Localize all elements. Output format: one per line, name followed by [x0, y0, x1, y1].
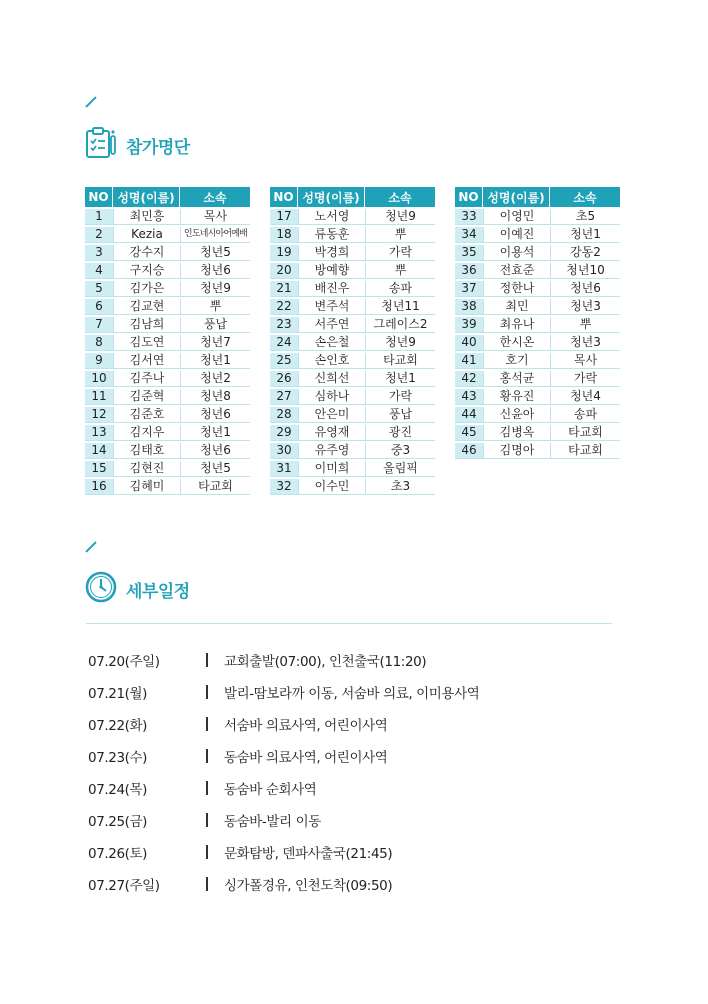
- schedule-item: [88, 746, 608, 766]
- no-cell: 33: [455, 209, 483, 225]
- group-cell: 청년1: [365, 371, 435, 387]
- no-cell: 31: [270, 461, 298, 477]
- separator-bar: [206, 717, 208, 731]
- separator-bar: [206, 877, 208, 891]
- table-row: [270, 281, 435, 297]
- no-cell: 14: [85, 443, 113, 459]
- table-row: [455, 407, 620, 423]
- no-cell: 18: [270, 227, 298, 243]
- table-row: [270, 371, 435, 387]
- group-cell: 청년11: [365, 299, 435, 315]
- group-cell: 청년6: [180, 443, 250, 459]
- name-cell: 정한나: [483, 281, 550, 297]
- table-row: [85, 479, 250, 495]
- no-cell: 28: [270, 407, 298, 423]
- no-cell: 25: [270, 353, 298, 369]
- no-cell: 10: [85, 371, 113, 387]
- schedule-divider: [86, 623, 612, 624]
- table-row: [85, 425, 250, 441]
- name-cell: 김서연: [113, 353, 180, 369]
- table-row: [455, 245, 620, 261]
- no-cell: 26: [270, 371, 298, 387]
- table-row: [455, 263, 620, 279]
- no-cell: 38: [455, 299, 483, 315]
- column-header-no: NO: [455, 187, 483, 207]
- no-cell: 13: [85, 425, 113, 441]
- table-row: [85, 389, 250, 405]
- schedule-description: 동숨바 의료사역, 어린이사역: [224, 750, 388, 766]
- name-cell: 한시온: [483, 335, 550, 351]
- table-row: [85, 407, 250, 423]
- group-cell: 강동2: [550, 245, 620, 261]
- group-cell: 청년1: [180, 353, 250, 369]
- name-cell: 이예진: [483, 227, 550, 243]
- table-row: [270, 245, 435, 261]
- table-row: [85, 299, 250, 315]
- group-cell: 타교회: [180, 479, 250, 495]
- group-cell: 뿌: [550, 317, 620, 333]
- no-cell: 4: [85, 263, 113, 279]
- table-row: [85, 461, 250, 477]
- schedule-item: [88, 842, 608, 862]
- no-cell: 12: [85, 407, 113, 423]
- name-cell: 김남희: [113, 317, 180, 333]
- name-cell: 최민흥: [113, 209, 180, 225]
- no-cell: 32: [270, 479, 298, 495]
- no-cell: 44: [455, 407, 483, 423]
- no-cell: 34: [455, 227, 483, 243]
- no-cell: 41: [455, 353, 483, 369]
- name-cell: 이영민: [483, 209, 550, 225]
- table-row: [455, 335, 620, 351]
- name-cell: 안은미: [298, 407, 365, 423]
- schedule-header: [84, 570, 190, 608]
- group-cell: 풍납: [365, 407, 435, 423]
- group-cell: 청년6: [550, 281, 620, 297]
- group-cell: 타교회: [550, 425, 620, 441]
- table-row: [270, 263, 435, 279]
- name-cell: 박경희: [298, 245, 365, 261]
- name-cell: 변주석: [298, 299, 365, 315]
- group-cell: 청년9: [365, 209, 435, 225]
- name-cell: 김준혁: [113, 389, 180, 405]
- separator-bar: [206, 845, 208, 859]
- group-cell: 청년3: [550, 335, 620, 351]
- schedule-description: 서숨바 의료사역, 어린이사역: [224, 718, 388, 734]
- name-cell: 김주나: [113, 371, 180, 387]
- table-row: [270, 389, 435, 405]
- name-cell: 서주연: [298, 317, 365, 333]
- table-row: [455, 317, 620, 333]
- column-header-no: NO: [85, 187, 113, 207]
- no-cell: 6: [85, 299, 113, 315]
- schedule-item: [88, 650, 608, 670]
- group-cell: 가락: [365, 389, 435, 405]
- schedule-item: [88, 874, 608, 894]
- column-header-group: 소속: [550, 187, 620, 207]
- schedule-description: 문화탐방, 덴파사출국(21:45): [224, 846, 393, 862]
- roster-table-1: [85, 185, 250, 497]
- schedule-item: [88, 778, 608, 798]
- group-cell: 청년5: [180, 245, 250, 261]
- no-cell: 40: [455, 335, 483, 351]
- column-header-no: NO: [270, 187, 298, 207]
- no-cell: 45: [455, 425, 483, 441]
- group-cell: 가락: [365, 245, 435, 261]
- column-header-name: 성명(이름): [298, 187, 365, 207]
- table-row: [85, 317, 250, 333]
- name-cell: 김병옥: [483, 425, 550, 441]
- no-cell: 24: [270, 335, 298, 351]
- name-cell: 이수민: [298, 479, 365, 495]
- table-row: [270, 407, 435, 423]
- schedule-description: 동숨바 순회사역: [224, 782, 317, 798]
- name-cell: 김명아: [483, 443, 550, 459]
- column-header-group: 소속: [365, 187, 435, 207]
- schedule-date: 07.21(월): [88, 686, 148, 702]
- schedule-date: 07.22(화): [88, 718, 148, 734]
- name-cell: 방예향: [298, 263, 365, 279]
- table-row: [455, 425, 620, 441]
- name-cell: 김준호: [113, 407, 180, 423]
- table-row: [270, 317, 435, 333]
- no-cell: 20: [270, 263, 298, 279]
- clock-icon: [84, 570, 118, 608]
- table-row: [270, 461, 435, 477]
- group-cell: 그레이스2: [365, 317, 435, 333]
- participants-title: 참가명단: [126, 137, 190, 158]
- group-cell: 인도네시아어예배: [180, 227, 250, 243]
- separator-bar: [206, 653, 208, 667]
- group-cell: 청년6: [180, 263, 250, 279]
- table-row: [455, 389, 620, 405]
- schedule-title: 세부일정: [126, 581, 190, 602]
- schedule-item: [88, 682, 608, 702]
- name-cell: 호기: [483, 353, 550, 369]
- schedule-date: 07.23(수): [88, 750, 148, 766]
- no-cell: 16: [85, 479, 113, 495]
- name-cell: 손은철: [298, 335, 365, 351]
- roster-table-2: [270, 185, 435, 497]
- participants-header: [84, 126, 190, 164]
- accent-slash: [85, 541, 96, 552]
- name-cell: Kezia: [113, 227, 180, 243]
- name-cell: 김가은: [113, 281, 180, 297]
- table-row: [270, 227, 435, 243]
- group-cell: 청년10: [550, 263, 620, 279]
- no-cell: 19: [270, 245, 298, 261]
- group-cell: 중3: [365, 443, 435, 459]
- group-cell: 송파: [365, 281, 435, 297]
- table-row: [270, 425, 435, 441]
- name-cell: 신윤아: [483, 407, 550, 423]
- no-cell: 11: [85, 389, 113, 405]
- name-cell: 배진우: [298, 281, 365, 297]
- name-cell: 심하나: [298, 389, 365, 405]
- name-cell: 노서영: [298, 209, 365, 225]
- group-cell: 타교회: [365, 353, 435, 369]
- group-cell: 가락: [550, 371, 620, 387]
- group-cell: 청년8: [180, 389, 250, 405]
- separator-bar: [206, 749, 208, 763]
- no-cell: 27: [270, 389, 298, 405]
- group-cell: 청년9: [365, 335, 435, 351]
- no-cell: 9: [85, 353, 113, 369]
- group-cell: 광진: [365, 425, 435, 441]
- table-row: [270, 335, 435, 351]
- table-row: [455, 443, 620, 459]
- table-row: [85, 443, 250, 459]
- name-cell: 손인호: [298, 353, 365, 369]
- no-cell: 17: [270, 209, 298, 225]
- no-cell: 2: [85, 227, 113, 243]
- name-cell: 구지승: [113, 263, 180, 279]
- no-cell: 7: [85, 317, 113, 333]
- no-cell: 35: [455, 245, 483, 261]
- group-cell: 청년3: [550, 299, 620, 315]
- no-cell: 23: [270, 317, 298, 333]
- roster-table-3: [455, 185, 620, 461]
- name-cell: 유영재: [298, 425, 365, 441]
- name-cell: 전효준: [483, 263, 550, 279]
- name-cell: 최민: [483, 299, 550, 315]
- group-cell: 뿌: [180, 299, 250, 315]
- name-cell: 신희선: [298, 371, 365, 387]
- no-cell: 22: [270, 299, 298, 315]
- name-cell: 김태호: [113, 443, 180, 459]
- group-cell: 초5: [550, 209, 620, 225]
- separator-bar: [206, 813, 208, 827]
- schedule-item: [88, 810, 608, 830]
- group-cell: 송파: [550, 407, 620, 423]
- no-cell: 21: [270, 281, 298, 297]
- schedule-date: 07.25(금): [88, 814, 148, 830]
- no-cell: 39: [455, 317, 483, 333]
- column-header-group: 소속: [180, 187, 250, 207]
- group-cell: 청년4: [550, 389, 620, 405]
- no-cell: 3: [85, 245, 113, 261]
- table-row: [85, 335, 250, 351]
- separator-bar: [206, 781, 208, 795]
- name-cell: 김지우: [113, 425, 180, 441]
- schedule-date: 07.24(목): [88, 782, 148, 798]
- group-cell: 초3: [365, 479, 435, 495]
- table-row: [270, 353, 435, 369]
- roster-body: [455, 209, 620, 459]
- name-cell: 김도연: [113, 335, 180, 351]
- table-row: [455, 281, 620, 297]
- table-row: [270, 299, 435, 315]
- name-cell: 최유나: [483, 317, 550, 333]
- group-cell: 청년6: [180, 407, 250, 423]
- accent-slash: [85, 96, 96, 107]
- group-cell: 청년9: [180, 281, 250, 297]
- schedule-description: 발리-땀보라까 이동, 서숨바 의료, 이미용사역: [224, 686, 480, 702]
- schedule-description: 동숨바-발리 이동: [224, 814, 321, 830]
- roster-body: [85, 209, 250, 495]
- schedule-date: 07.27(주일): [88, 878, 160, 894]
- group-cell: 올림픽: [365, 461, 435, 477]
- no-cell: 8: [85, 335, 113, 351]
- table-row: [85, 245, 250, 261]
- table-row: [455, 209, 620, 225]
- table-row: [455, 371, 620, 387]
- no-cell: 30: [270, 443, 298, 459]
- group-cell: 풍납: [180, 317, 250, 333]
- name-cell: 김혜미: [113, 479, 180, 495]
- no-cell: 29: [270, 425, 298, 441]
- table-row: [85, 353, 250, 369]
- table-row: [270, 209, 435, 225]
- name-cell: 류동훈: [298, 227, 365, 243]
- no-cell: 46: [455, 443, 483, 459]
- name-cell: 홍석균: [483, 371, 550, 387]
- name-cell: 김교현: [113, 299, 180, 315]
- name-cell: 유주영: [298, 443, 365, 459]
- column-header-name: 성명(이름): [113, 187, 180, 207]
- group-cell: 목사: [180, 209, 250, 225]
- no-cell: 36: [455, 263, 483, 279]
- schedule-date: 07.20(주일): [88, 654, 160, 670]
- schedule-item: [88, 714, 608, 734]
- group-cell: 청년2: [180, 371, 250, 387]
- group-cell: 뿌: [365, 263, 435, 279]
- no-cell: 5: [85, 281, 113, 297]
- table-row: [455, 353, 620, 369]
- name-cell: 강수지: [113, 245, 180, 261]
- table-row: [455, 299, 620, 315]
- table-row: [85, 209, 250, 225]
- table-row: [270, 479, 435, 495]
- schedule-description: 교회출발(07:00), 인천출국(11:20): [224, 654, 427, 670]
- column-header-name: 성명(이름): [483, 187, 550, 207]
- table-row: [85, 371, 250, 387]
- separator-bar: [206, 685, 208, 699]
- no-cell: 15: [85, 461, 113, 477]
- table-row: [85, 263, 250, 279]
- group-cell: 청년7: [180, 335, 250, 351]
- roster-body: [270, 209, 435, 495]
- name-cell: 김현진: [113, 461, 180, 477]
- group-cell: 뿌: [365, 227, 435, 243]
- no-cell: 1: [85, 209, 113, 225]
- schedule-date: 07.26(토): [88, 846, 148, 862]
- name-cell: 이미희: [298, 461, 365, 477]
- no-cell: 43: [455, 389, 483, 405]
- group-cell: 청년1: [180, 425, 250, 441]
- clipboard-checklist-icon: [84, 126, 118, 164]
- table-row: [455, 227, 620, 243]
- no-cell: 42: [455, 371, 483, 387]
- table-row: [270, 443, 435, 459]
- schedule-description: 싱가폴경유, 인천도착(09:50): [224, 878, 393, 894]
- group-cell: 청년5: [180, 461, 250, 477]
- name-cell: 이용석: [483, 245, 550, 261]
- group-cell: 타교회: [550, 443, 620, 459]
- group-cell: 목사: [550, 353, 620, 369]
- no-cell: 37: [455, 281, 483, 297]
- table-row: [85, 227, 250, 243]
- group-cell: 청년1: [550, 227, 620, 243]
- table-row: [85, 281, 250, 297]
- name-cell: 황유진: [483, 389, 550, 405]
